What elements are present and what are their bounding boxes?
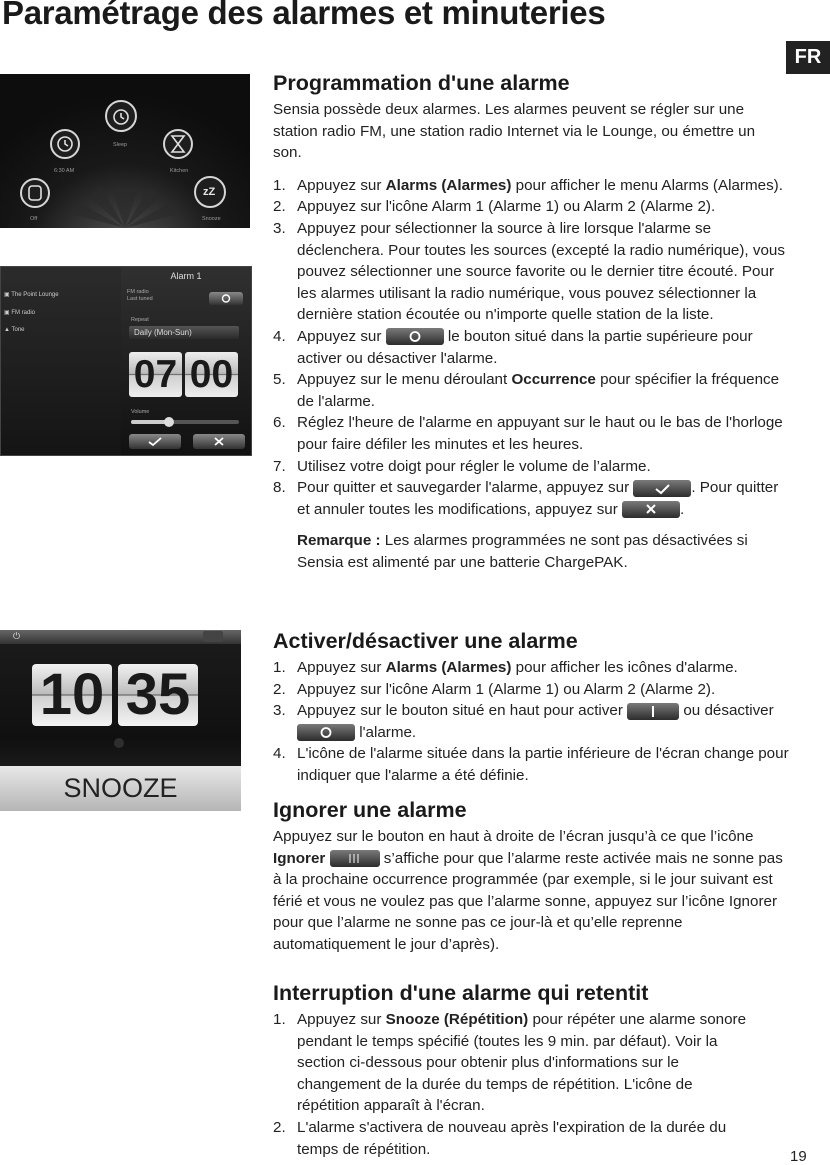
alarm-toggle-button[interactable] (209, 292, 243, 305)
cancel-x-button[interactable] (193, 434, 245, 449)
section-programming (273, 70, 793, 573)
list-item: 2. Appuyez sur l'icône Alarm 1 (Alarme 1) ou Alarm 2 (Alarme 2). (273, 198, 716, 216)
language-tab: FR (786, 41, 830, 74)
steps-list (273, 1009, 793, 1160)
source-item-tone[interactable]: ▲ Tone (4, 327, 25, 333)
section-ignore-alarm (273, 797, 793, 956)
note-paragraph: Remarque : Les alarmes programmées ne sont pas désactivées si Sensia est alimenté par une batterie ChargePAK. (297, 532, 748, 571)
save-check-button[interactable] (129, 434, 181, 449)
alarm-settings-panel (121, 267, 251, 456)
alarm-settings-header: Alarm 1 (170, 271, 202, 281)
intro-paragraph: Sensia possède deux alarmes. Les alarmes peuvent se régler sur une station radio FM, une station radio Internet via le Lounge, ou émettre un son. (273, 101, 756, 162)
section-heading: Ignorer une alarme (273, 798, 467, 822)
list-item: 1. Appuyez sur Snooze (Répétition) pour répéter une alarme sonore pendant le temps spécifié (toutes les 9 min. par défaut). Voir la section ci-dessous pour obtenir plus d'informations sur le changement de la durée du temps de répétition. L'icône de répétition apparaît à l'écran. (273, 1011, 747, 1115)
section-snooze (273, 980, 793, 1160)
list-item: 2. Appuyez sur l'icône Alarm 1 (Alarme 1) ou Alarm 2 (Alarme 2). (273, 680, 716, 698)
alarm-off-inline-icon (297, 724, 355, 741)
list-item: 3. Appuyez pour sélectionner la source à lire lorsque l'alarme se déclenchera. Pour toutes les sources (excepté la radio numérique), vous pouvez sélectionner une source favorite ou le dernier titre écouté. Pour les alarmes utilisant la radio numérique, vous pouvez sélectionner la dernière station écoutée ou n'importe quelle station de la liste. (273, 219, 785, 324)
section-toggle-alarm (273, 628, 793, 787)
alarm-menu-scene (0, 74, 250, 228)
alarm-settings-screenshot (0, 266, 252, 456)
list-item: 4. L'icône de l'alarme située dans la partie inférieure de l'écran change pour indiquer que l'alarme a été définie. (273, 745, 789, 784)
ignore-paragraph: Appuyez sur le bouton en haut à droite de l’écran jusqu’à ce que l’icône Ignorer s’affiche pour que l’alarme reste activée mais ne sonne pas à la prochaine occurrence programmée (par exemple, si le jour suivant est férié et vous ne voulez pas que l’alarme sonne, appuyez sur l’icône Ignorer pour que l’alarme ne sonne pas ce jour-là et qu’elle reprenne automatiquement le jour d’après). (273, 828, 783, 953)
list-item: 4. Appuyez sur le bouton situé dans la partie supérieure pour activer ou désactiver l'alarme. (273, 327, 753, 367)
snooze-clock-screenshot (0, 630, 241, 811)
section-heading: Programmation d'une alarme (273, 71, 570, 95)
list-item: 8. Pour quitter et sauvegarder l'alarme, appuyez sur . Pour quitter et annuler toutes les modifications, appuyez sur . (273, 479, 779, 518)
repeat-dropdown[interactable]: Daily (Mon-Sun) (129, 326, 239, 339)
alarm-menu-screenshot (0, 74, 250, 228)
volume-handle[interactable] (164, 417, 174, 427)
ignore-inline-icon (330, 850, 380, 867)
off-alarm-icon (21, 179, 49, 207)
list-item: 6. Réglez l'heure de l'alarme en appuyant sur le haut ou le bas de l'horloge pour faire défiler les minutes et les heures. (273, 414, 783, 453)
list-item: 5. Appuyez sur le menu déroulant Occurrence pour spécifier la fréquence de l'alarme. (273, 371, 780, 410)
page-title: Paramétrage des alarmes et minuteries (2, 0, 606, 31)
alarm-status-button[interactable] (203, 631, 223, 642)
alarm-on-inline-icon (627, 703, 679, 720)
close-inline-icon (622, 501, 680, 518)
close-icon (193, 434, 245, 449)
check-inline-icon (633, 480, 691, 497)
alarm-time-clock[interactable] (129, 352, 243, 397)
list-item: 1. Appuyez sur Alarms (Alarmes) pour afficher le menu Alarms (Alarmes). (273, 176, 783, 194)
list-item: 7. Utilisez votre doigt pour régler le volume de l’alarme. (273, 457, 651, 475)
label-off: Off (30, 216, 38, 222)
power-icon[interactable]: ⏻ (13, 631, 21, 641)
list-item: 3. Appuyez sur le bouton situé en haut pour activer ou désactiver l'alarme. (273, 702, 774, 741)
volume-slider[interactable] (131, 420, 239, 424)
alarm-minute[interactable]: 00 (185, 352, 238, 397)
steps-list (273, 657, 793, 787)
svg-text:zZ: zZ (203, 186, 216, 198)
source-item-lounge[interactable]: ▣ The Point Lounge (4, 292, 59, 298)
clock-minute: 35 (118, 664, 198, 726)
check-icon (129, 434, 181, 449)
page-number: 19 (790, 1148, 807, 1165)
label-alarm-time: 6:30 AM (54, 168, 75, 174)
label-sleep: Sleep (113, 142, 128, 148)
status-bar (0, 630, 241, 644)
source-item-fm[interactable]: ▣ FM radio (4, 310, 36, 316)
clock-hour: 10 (32, 664, 112, 726)
steps-list (273, 175, 793, 521)
alarm-hour[interactable]: 07 (129, 352, 182, 397)
volume-label: Volume (131, 409, 150, 415)
alarm-source-info: FM radio Last tuned (127, 289, 153, 302)
list-item: 1. Appuyez sur Alarms (Alarmes) pour afficher les icônes d'alarme. (273, 659, 738, 676)
section-heading: Interruption d'une alarme qui retentit (273, 981, 649, 1005)
alarm-indicator-icon (114, 738, 124, 748)
label-snooze: Snooze (202, 216, 221, 222)
section-heading: Activer/désactiver une alarme (273, 629, 578, 653)
label-kitchen: Kitchen (170, 168, 189, 174)
list-item: 2. L'alarme s'activera de nouveau après l'expiration de la durée du temps de répétition. (273, 1118, 727, 1158)
alarm-toggle-inline-icon (386, 328, 444, 345)
repeat-label: Repeat (131, 317, 149, 323)
snooze-button[interactable]: SNOOZE (0, 766, 241, 811)
source-list-panel (1, 267, 121, 456)
